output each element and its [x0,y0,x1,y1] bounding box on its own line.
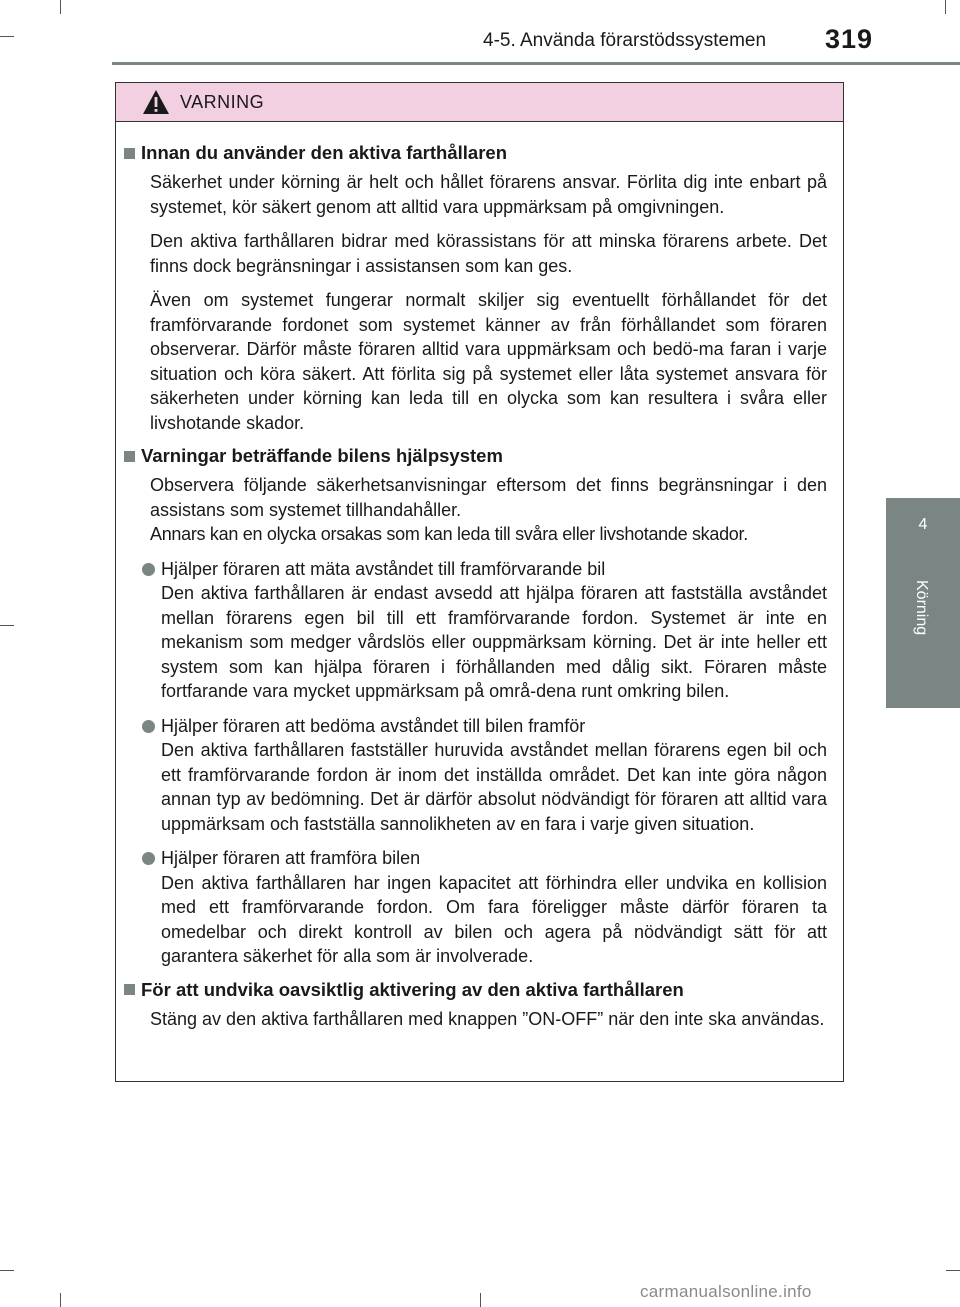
paragraph: Stäng av den aktiva farthållaren med knappen ”ON-OFF” när den inte ska användas. [150,1008,825,1029]
crop-mark [60,0,61,14]
crop-mark [480,1293,481,1307]
bullet-title: Hjälper föraren att bedöma avståndet till bilen framför [161,715,586,736]
bullet-text: Den aktiva farthållaren har ingen kapacitet att förhindra eller undvika en kollision med ett framförvarande fordon. Om fara föreligger måste därför föraren ta omedelbar och direkt kontroll av bilen och agera på nödvändigt sätt för att garantera säkerhet för alla som är involverade. [161,872,827,966]
header-section-title: 4-5. Använda förarstödssystemen [483,30,767,51]
circle-bullet-icon [142,563,155,576]
chapter-label: Körning [913,580,930,636]
paragraph: Säkerhet under körning är helt och hållet förarens ansvar. Förlita dig inte enbart på systemet, kör säkert genom att alltid vara uppmärksam på omgivningen. [150,172,827,217]
section-heading-text: För att undvika oavsiktlig aktivering av den aktiva farthållaren [141,978,684,1000]
section-heading-text: Innan du använder den aktiva farthållaren [141,142,507,163]
paragraph: Även om systemet fungerar normalt skiljer sig eventuellt förhållandet för det framförvarande fordonet som systemet känner av från förhållandet som föraren observerar. Därför måste föraren alltid vara uppmärksam och bedö-ma faran i varje situation och köra säkert. Att förlita sig på systemet eller låta systemet ansvara för säkerheten under körning kan leda till en olycka som kan resultera i svåra eller livshotande skador. [150,290,827,433]
paragraph: Annars kan en olycka orsakas som kan leda till svåra eller livshotande skador. [150,524,748,544]
paragraph: Den aktiva farthållaren bidrar med körassistans för att minska förarens arbete. Det finns dock begränsningar i assistansen som kan ges. [150,231,827,276]
crop-mark [945,0,946,14]
warning-header [116,83,843,122]
crop-mark [0,36,14,37]
section-heading [124,445,827,467]
bullet-text: Den aktiva farthållaren fastställer huruvida avståndet mellan förarens egen bil och ett framförvarande fordon är inom det inställda området. Det kan inte göra någon annan typ av bedömning. Det är därför absolut nödvändigt för föraren att alltid vara uppmärksam och fastställa sannolikheten av en fara i varje given situation. [161,740,827,834]
list-item [142,557,827,704]
section-heading [124,142,827,164]
paragraph: Observera följande säkerhetsanvisningar eftersom det finns begränsningar i den assistans som systemet tillhandahåller. [150,475,827,520]
square-bullet-icon [124,451,135,462]
chapter-number: 4 [918,516,928,533]
warning-content [116,122,843,1031]
watermark: carmanualsonline.info [640,1282,812,1301]
page-number: 319 [825,24,874,54]
warning-box [115,82,844,1082]
crop-mark [0,625,14,626]
section-heading [124,979,827,1001]
circle-bullet-icon [142,720,155,733]
square-bullet-icon [124,148,135,159]
warning-triangle-icon [142,89,170,115]
bullet-title: Hjälper föraren att framföra bilen [161,848,421,868]
list-item [142,846,827,969]
warning-title: VARNING [180,91,265,112]
header-rule [880,62,960,65]
crop-mark [60,1293,61,1307]
bullet-title: Hjälper föraren att mäta avståndet till framförvarande bil [161,558,606,579]
circle-bullet-icon [142,852,155,865]
crop-mark [946,1270,960,1271]
list-item [142,714,827,837]
square-bullet-icon [124,984,135,995]
header-rule [112,62,880,65]
crop-mark [0,1270,14,1271]
section-heading-text: Varningar beträffande bilens hjälpsystem [141,445,503,466]
bullet-text: Den aktiva farthållaren är endast avsedd att hjälpa föraren att fastställa avståndet mellan förarens egen bil till ett framförvarande fordon. Systemet är inte en mekanism som medger vårdslös eller ouppmärksam körning. Det är inte heller ett system som kan hjälpa föraren i förhållanden med dålig sikt. Föraren måste fortfarande vara mycket uppmärksam på områ-dena runt omkring bilen. [161,583,827,701]
